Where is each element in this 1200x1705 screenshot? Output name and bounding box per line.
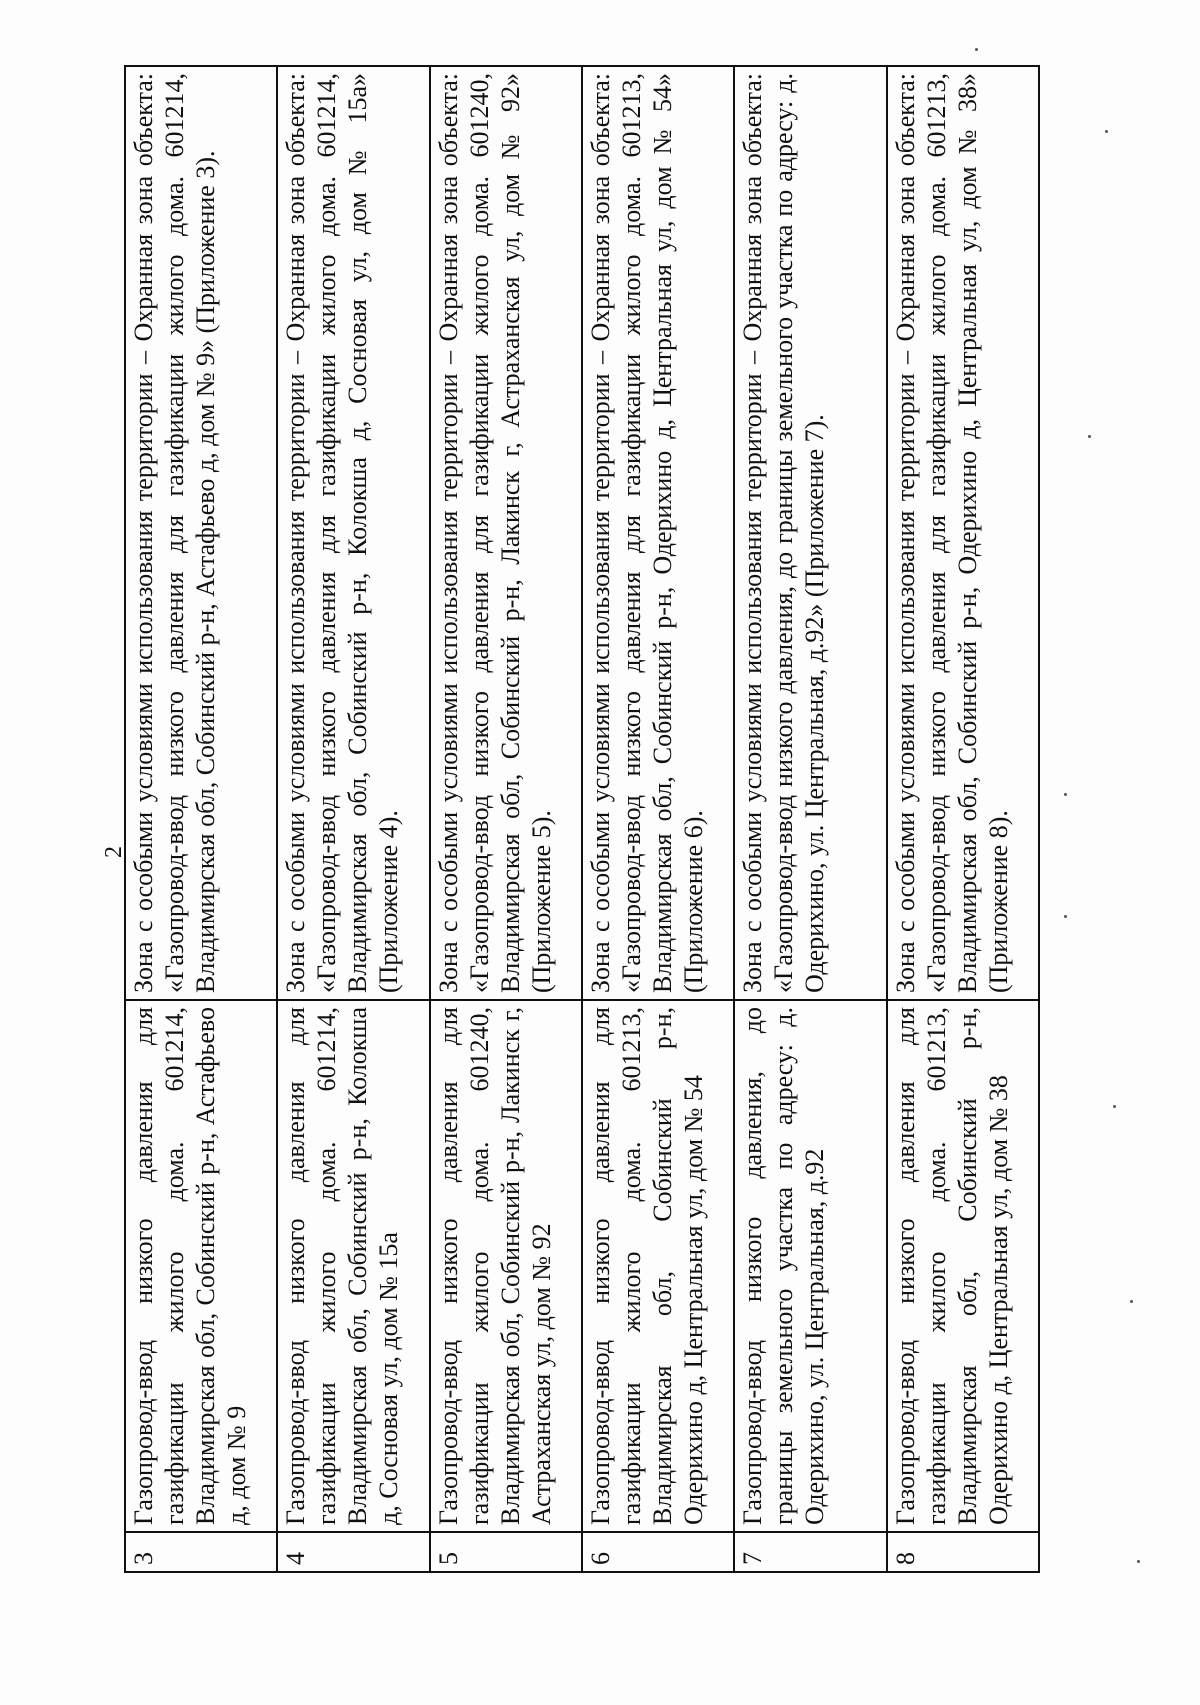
object-description: Газопровод-ввод низкого давления для газификации жилого дома. 601240, Владимирская обл, Собинский р-н, Лакинск г, Астраханская ул, дом № 92 <box>430 1000 582 1532</box>
page-number: 2 <box>101 846 127 858</box>
table-row <box>887 66 1039 1572</box>
zone-description: Зона с особыми условиями использования территории – Охранная зона объекта: «Газопровод-ввод низкого давления для газификации жилого дома. 601214, Владимирская обл, Собинский р-н, Астафьево д, дом № 9» (Приложение 3). <box>125 66 277 1000</box>
rotated-table-wrapper <box>124 65 1040 1573</box>
zones-table <box>124 65 1040 1573</box>
row-number: 5 <box>430 1532 582 1572</box>
row-number: 6 <box>582 1532 734 1572</box>
table-row <box>734 66 886 1572</box>
row-number: 4 <box>277 1532 429 1572</box>
table-row <box>125 66 277 1572</box>
table-row <box>582 66 734 1572</box>
zone-description: Зона с особыми условиями использования территории – Охранная зона объекта: «Газопровод-ввод низкого давления для газификации жилого дома. 601240, Владимирская обл, Собинский р-н, Лакинск г, Астраханская ул, дом № 92» (Приложение 5). <box>430 66 582 1000</box>
object-description: Газопровод-ввод низкого давления для газификации жилого дома. 601213, Владимирская обл, Собинский р-н, Одерихино д, Центральная ул, дом № 54 <box>582 1000 734 1532</box>
zone-description: Зона с особыми условиями использования территории – Охранная зона объекта: «Газопровод-ввод низкого давления, до границы земельного участка по адресу: д. Одерихино, ул. Центральная, д.92» (Приложение 7). <box>734 66 886 1000</box>
table-row <box>277 66 429 1572</box>
object-description: Газопровод-ввод низкого давления для газификации жилого дома. 601214, Владимирская обл, Собинский р-н, Астафьево д, дом № 9 <box>125 1000 277 1532</box>
row-number: 7 <box>734 1532 886 1572</box>
object-description: Газопровод-ввод низкого давления для газификации жилого дома. 601213, Владимирская обл, Собинский р-н, Одерихино д, Центральная ул, дом № 38 <box>887 1000 1039 1532</box>
zone-description: Зона с особыми условиями использования территории – Охранная зона объекта: «Газопровод-ввод низкого давления для газификации жилого дома. 601214, Владимирская обл, Собинский р-н, Колокша д, Сосновая ул, дом № 15а» (Приложение 4). <box>277 66 429 1000</box>
object-description: Газопровод-ввод низкого давления для газификации жилого дома. 601214, Владимирская обл, Собинский р-н, Колокша д, Сосновая ул, дом № 15а <box>277 1000 429 1532</box>
object-description: Газопровод-ввод низкого давления, до границы земельного участка по адресу: д. Одерихино, ул. Центральная, д.92 <box>734 1000 886 1532</box>
table-row <box>430 66 582 1572</box>
row-number: 3 <box>125 1532 277 1572</box>
zone-description: Зона с особыми условиями использования территории – Охранная зона объекта: «Газопровод-ввод низкого давления для газификации жилого дома. 601213, Владимирская обл, Собинский р-н, Одерихино д, Центральная ул, дом № 38» (Приложение 8). <box>887 66 1039 1000</box>
zone-description: Зона с особыми условиями использования территории – Охранная зона объекта: «Газопровод-ввод низкого давления для газификации жилого дома. 601213, Владимирская обл, Собинский р-н, Одерихино д, Центральная ул, дом № 54» (Приложение 6). <box>582 66 734 1000</box>
row-number: 8 <box>887 1532 1039 1572</box>
